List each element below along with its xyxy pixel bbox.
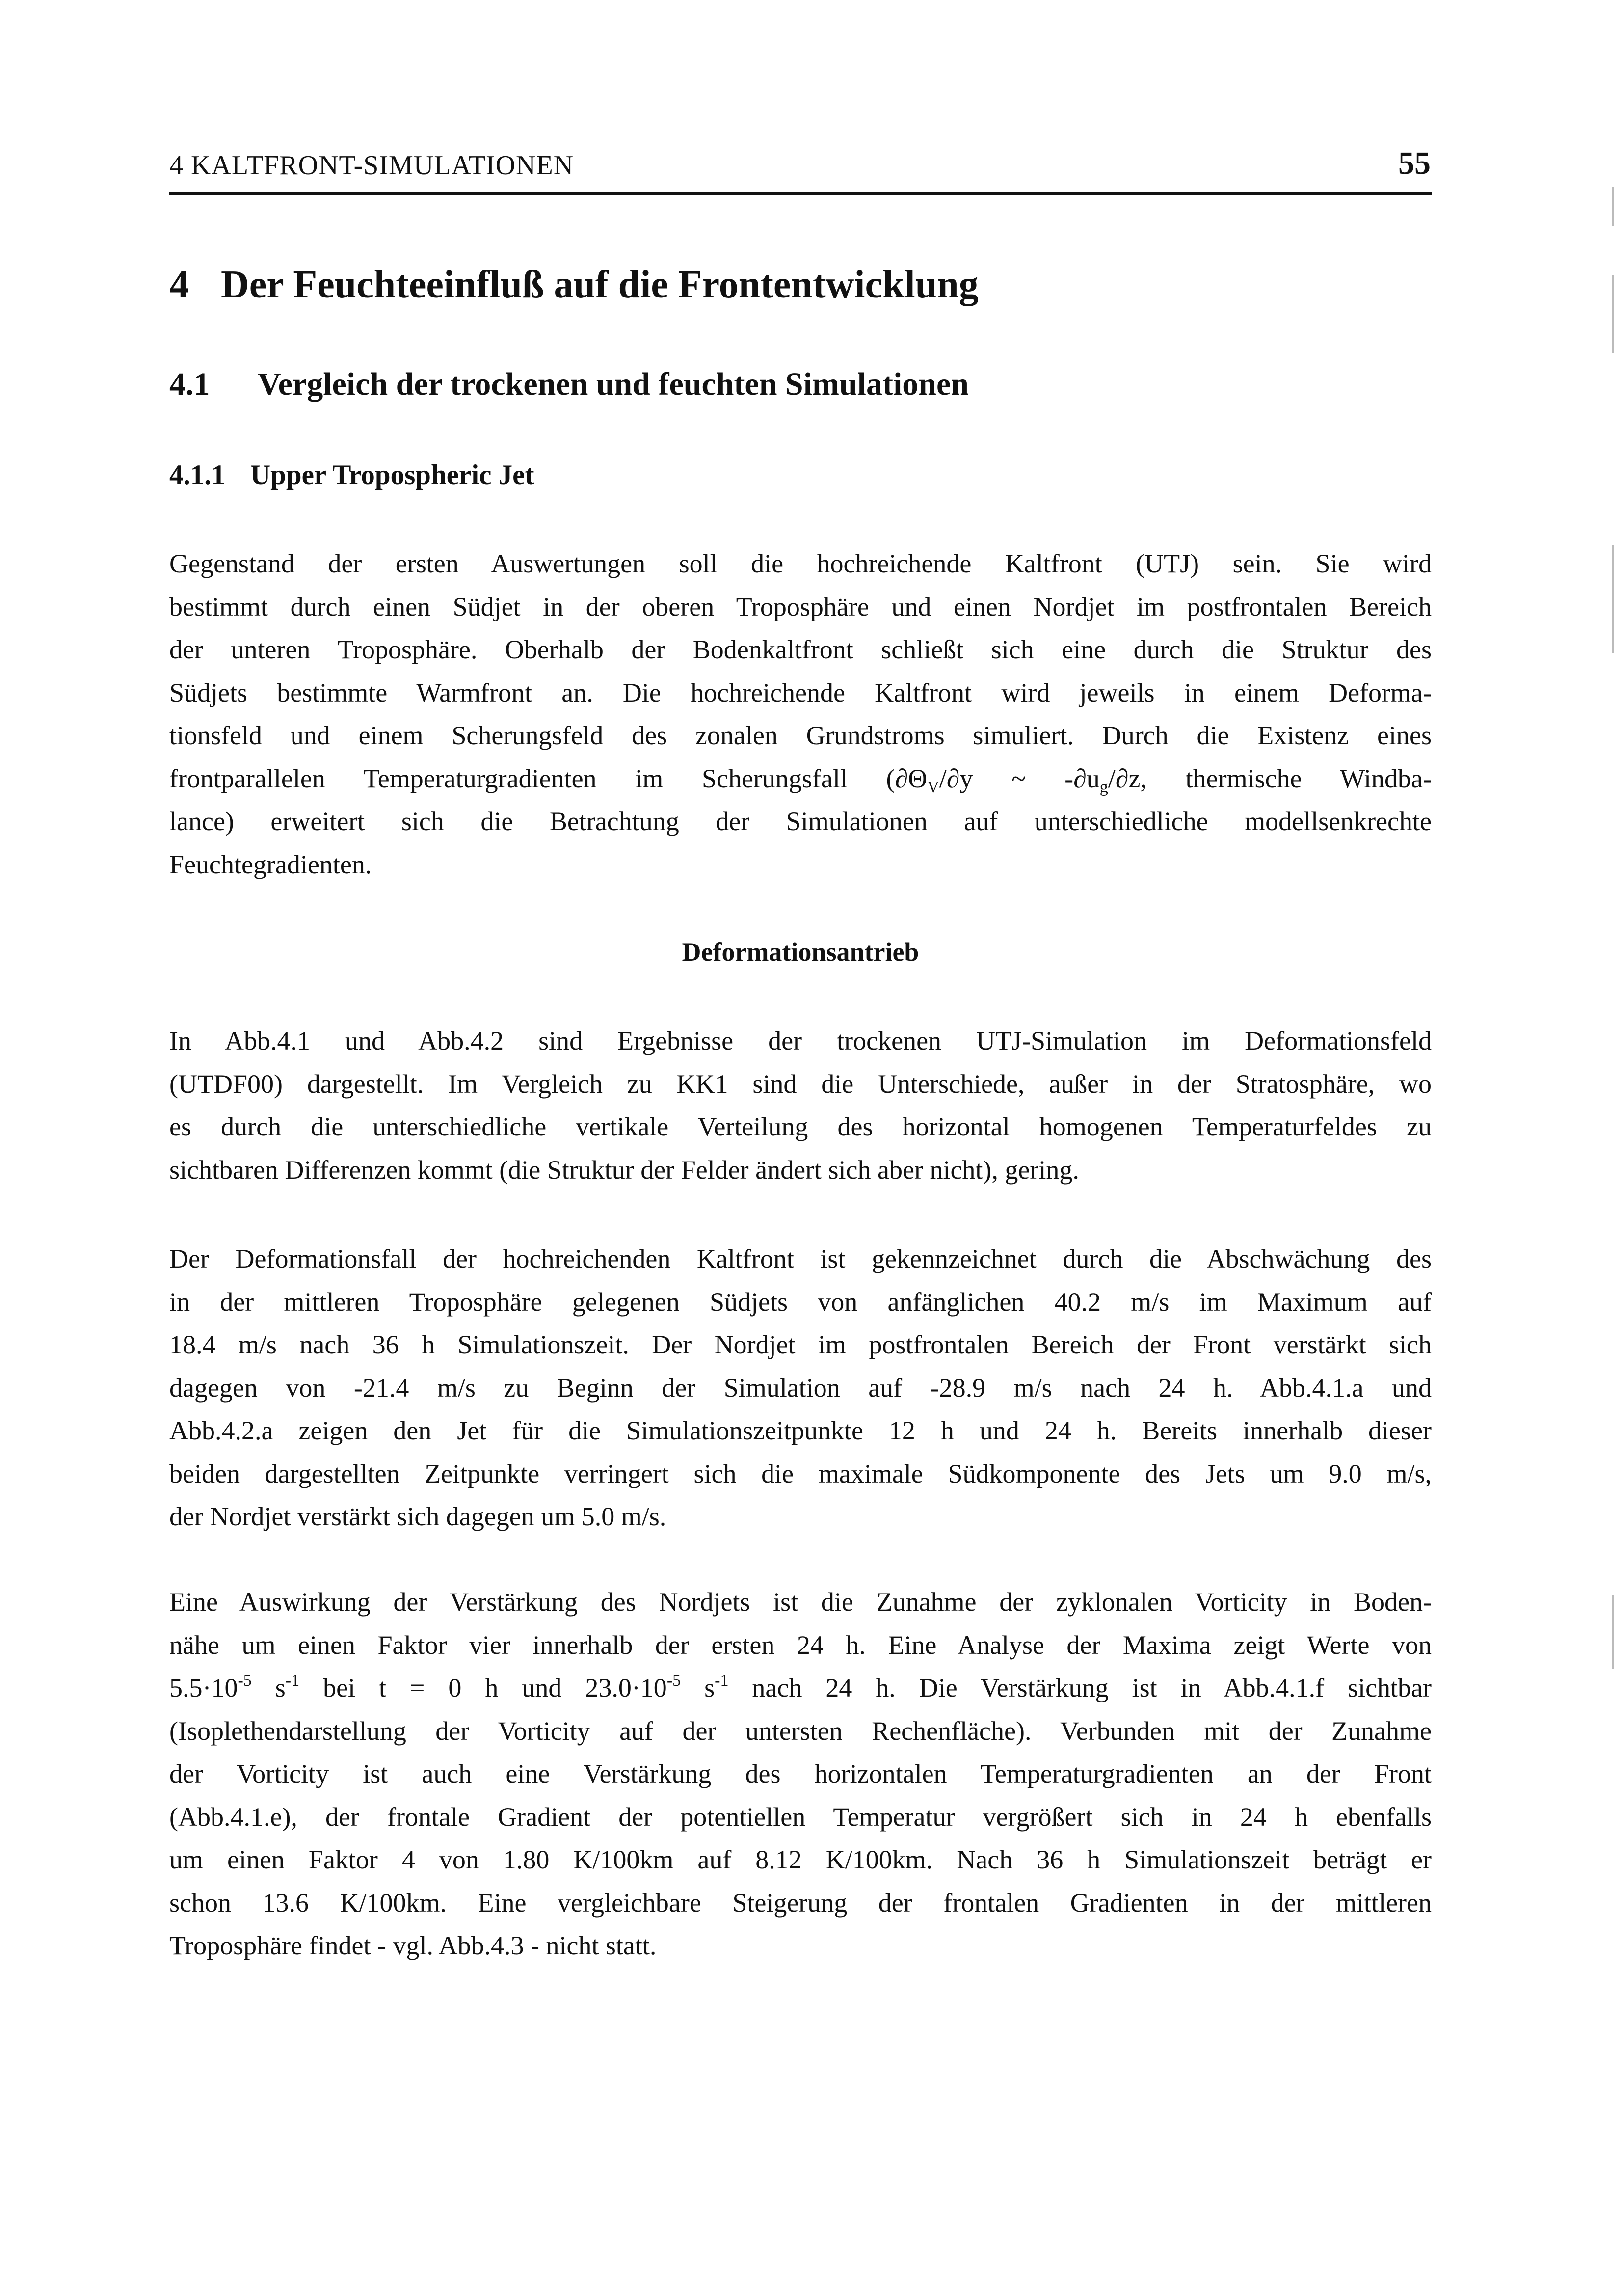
- text-line: [169, 542, 1432, 586]
- paragraph-4: [169, 1581, 1432, 1968]
- text-line: [169, 1667, 1432, 1710]
- text-line: [169, 1453, 1432, 1496]
- text-line: [169, 1149, 1432, 1192]
- subsection-title: Upper Tropospheric Jet: [250, 459, 534, 490]
- subscript: V: [927, 778, 939, 796]
- running-header-title: 4 KALTFRONT-SIMULATIONEN: [169, 150, 574, 181]
- section-title: Vergleich der trockenen und feuchten Simulationen: [258, 366, 969, 402]
- text-segment: nach 24 h. Die Verstärkung ist in Abb.4.1.f sichtbar: [728, 1673, 1432, 1702]
- text-line: [169, 1710, 1432, 1753]
- text-segment: frontparallelen Temperaturgradienten im Scherungsfall (∂Θ: [169, 763, 928, 793]
- text-line: [169, 1238, 1432, 1281]
- subsection-number: 4.1.1: [169, 459, 225, 490]
- section-heading: [169, 366, 969, 403]
- text-segment: schon 13.6 K/100km. Eine vergleichbare Steigerung der frontalen Gradienten in der mittleren: [169, 1888, 1432, 1918]
- text-line: [169, 1581, 1432, 1624]
- text-segment: der unteren Troposphäre. Oberhalb der Bodenkaltfront schließt sich eine durch die Struktur des: [169, 635, 1432, 664]
- text-line: [169, 1838, 1432, 1882]
- paragraph-3: [169, 1238, 1432, 1539]
- text-segment: (Abb.4.1.e), der frontale Gradient der potentiellen Temperatur vergrößert sich in 24 h ebenfalls: [169, 1802, 1432, 1832]
- text-line: [169, 1409, 1432, 1453]
- chapter-heading: [169, 263, 979, 307]
- superscript: -1: [285, 1672, 300, 1690]
- text-line: [169, 1495, 1432, 1539]
- header-rule: [169, 192, 1432, 195]
- text-line: [169, 757, 1432, 801]
- scan-edge-mark: [1612, 545, 1614, 653]
- text-segment: Der Deformationsfall der hochreichenden Kaltfront ist gekennzeichnet durch die Abschwächung des: [169, 1244, 1432, 1273]
- paragraph-1: [169, 542, 1432, 886]
- chapter-title: Der Feuchteeinfluß auf die Frontentwicklung: [221, 263, 979, 306]
- text-segment: tionsfeld und einem Scherungsfeld des zonalen Grundstroms simuliert. Durch die Existenz eines: [169, 721, 1432, 750]
- text-segment: (Isoplethendarstellung der Vorticity auf der untersten Rechenfläche). Verbunden mit der Zunahme: [169, 1716, 1432, 1746]
- text-line: [169, 586, 1432, 629]
- text-segment: lance) erweitert sich die Betrachtung der Simulationen auf unterschiedliche modellsenkrechte: [169, 807, 1432, 836]
- text-line: [169, 800, 1432, 843]
- text-segment: In Abb.4.1 und Abb.4.2 sind Ergebnisse der trockenen UTJ-Simulation im Deformationsfeld: [169, 1026, 1432, 1055]
- text-line: [169, 1624, 1432, 1667]
- text-line: [169, 628, 1432, 672]
- text-segment: 18.4 m/s nach 36 h Simulationszeit. Der Nordjet im postfrontalen Bereich der Front verstärkt sich: [169, 1330, 1432, 1359]
- section-number: 4.1: [169, 366, 210, 402]
- subsection-heading: [169, 459, 534, 491]
- text-segment: dagegen von -21.4 m/s zu Beginn der Simulation auf -28.9 m/s nach 24 h. Abb.4.1.a und: [169, 1373, 1432, 1403]
- page-number: 55: [1398, 145, 1431, 181]
- text-segment: 5.5·10: [169, 1673, 238, 1702]
- text-line: [169, 1106, 1432, 1149]
- text-segment: nähe um einen Faktor vier innerhalb der ersten 24 h. Eine Analyse der Maxima zeigt Werte von: [169, 1630, 1432, 1660]
- subheading-deformationsantrieb: Deformationsantrieb: [682, 937, 919, 967]
- text-segment: Feuchtegradienten.: [169, 849, 372, 879]
- text-segment: (UTDF00) dargestellt. Im Vergleich zu KK1 sind die Unterschiede, außer in der Stratosphäre, wo: [169, 1069, 1432, 1099]
- text-segment: der Nordjet verstärkt sich dagegen um 5.0 m/s.: [169, 1502, 666, 1531]
- text-line: [169, 1281, 1432, 1324]
- text-segment: es durch die unterschiedliche vertikale Verteilung des horizontal homogenen Temperaturfeldes zu: [169, 1112, 1432, 1141]
- scan-edge-mark: [1612, 187, 1614, 226]
- text-segment: in der mittleren Troposphäre gelegenen Südjets von anfänglichen 40.2 m/s im Maximum auf: [169, 1287, 1432, 1317]
- text-segment: um einen Faktor 4 von 1.80 K/100km auf 8.12 K/100km. Nach 36 h Simulationszeit beträgt er: [169, 1845, 1432, 1874]
- scan-edge-mark: [1612, 1595, 1614, 1669]
- text-segment: sichtbaren Differenzen kommt (die Struktur der Felder ändert sich aber nicht), gering.: [169, 1155, 1079, 1185]
- text-line: [169, 672, 1432, 715]
- superscript: -5: [238, 1672, 252, 1690]
- subscript: g: [1099, 778, 1108, 796]
- scan-edge-mark: [1612, 275, 1614, 353]
- text-segment: bei t = 0 h und 23.0·10: [299, 1673, 667, 1702]
- text-segment: Abb.4.2.a zeigen den Jet für die Simulationszeitpunkte 12 h und 24 h. Bereits innerhalb dieser: [169, 1416, 1432, 1445]
- text-line: [169, 1324, 1432, 1367]
- text-segment: beiden dargestellten Zeitpunkte verringert sich die maximale Südkomponente des Jets um 9.0 m/s,: [169, 1459, 1432, 1488]
- chapter-number: 4: [169, 263, 189, 306]
- text-line: [169, 1367, 1432, 1410]
- superscript: -5: [666, 1672, 681, 1690]
- text-line: [169, 1063, 1432, 1106]
- text-segment: Gegenstand der ersten Auswertungen soll die hochreichende Kaltfront (UTJ) sein. Sie wird: [169, 549, 1432, 578]
- text-segment: bestimmt durch einen Südjet in der oberen Troposphäre und einen Nordjet im postfrontalen Bereich: [169, 592, 1432, 621]
- text-line: [169, 843, 1432, 887]
- superscript: -1: [715, 1672, 729, 1690]
- text-segment: /∂z, thermische Windba-: [1108, 763, 1432, 793]
- text-line: [169, 714, 1432, 757]
- text-segment: Südjets bestimmte Warmfront an. Die hochreichende Kaltfront wird jeweils in einem Deforma-: [169, 677, 1432, 707]
- text-line: [169, 1753, 1432, 1796]
- paragraph-2: [169, 1020, 1432, 1191]
- text-line: [169, 1796, 1432, 1839]
- text-segment: Troposphäre findet - vgl. Abb.4.3 - nicht statt.: [169, 1931, 657, 1960]
- text-segment: s: [251, 1673, 286, 1702]
- text-segment: s: [681, 1673, 715, 1702]
- text-line: [169, 1924, 1432, 1968]
- text-line: [169, 1020, 1432, 1063]
- text-segment: der Vorticity ist auch eine Verstärkung des horizontalen Temperaturgradienten an der Front: [169, 1759, 1432, 1788]
- text-segment: /∂y ~ -∂u: [939, 763, 1100, 793]
- text-line: [169, 1882, 1432, 1925]
- text-segment: Eine Auswirkung der Verstärkung des Nordjets ist die Zunahme der zyklonalen Vorticity in Boden-: [169, 1587, 1432, 1617]
